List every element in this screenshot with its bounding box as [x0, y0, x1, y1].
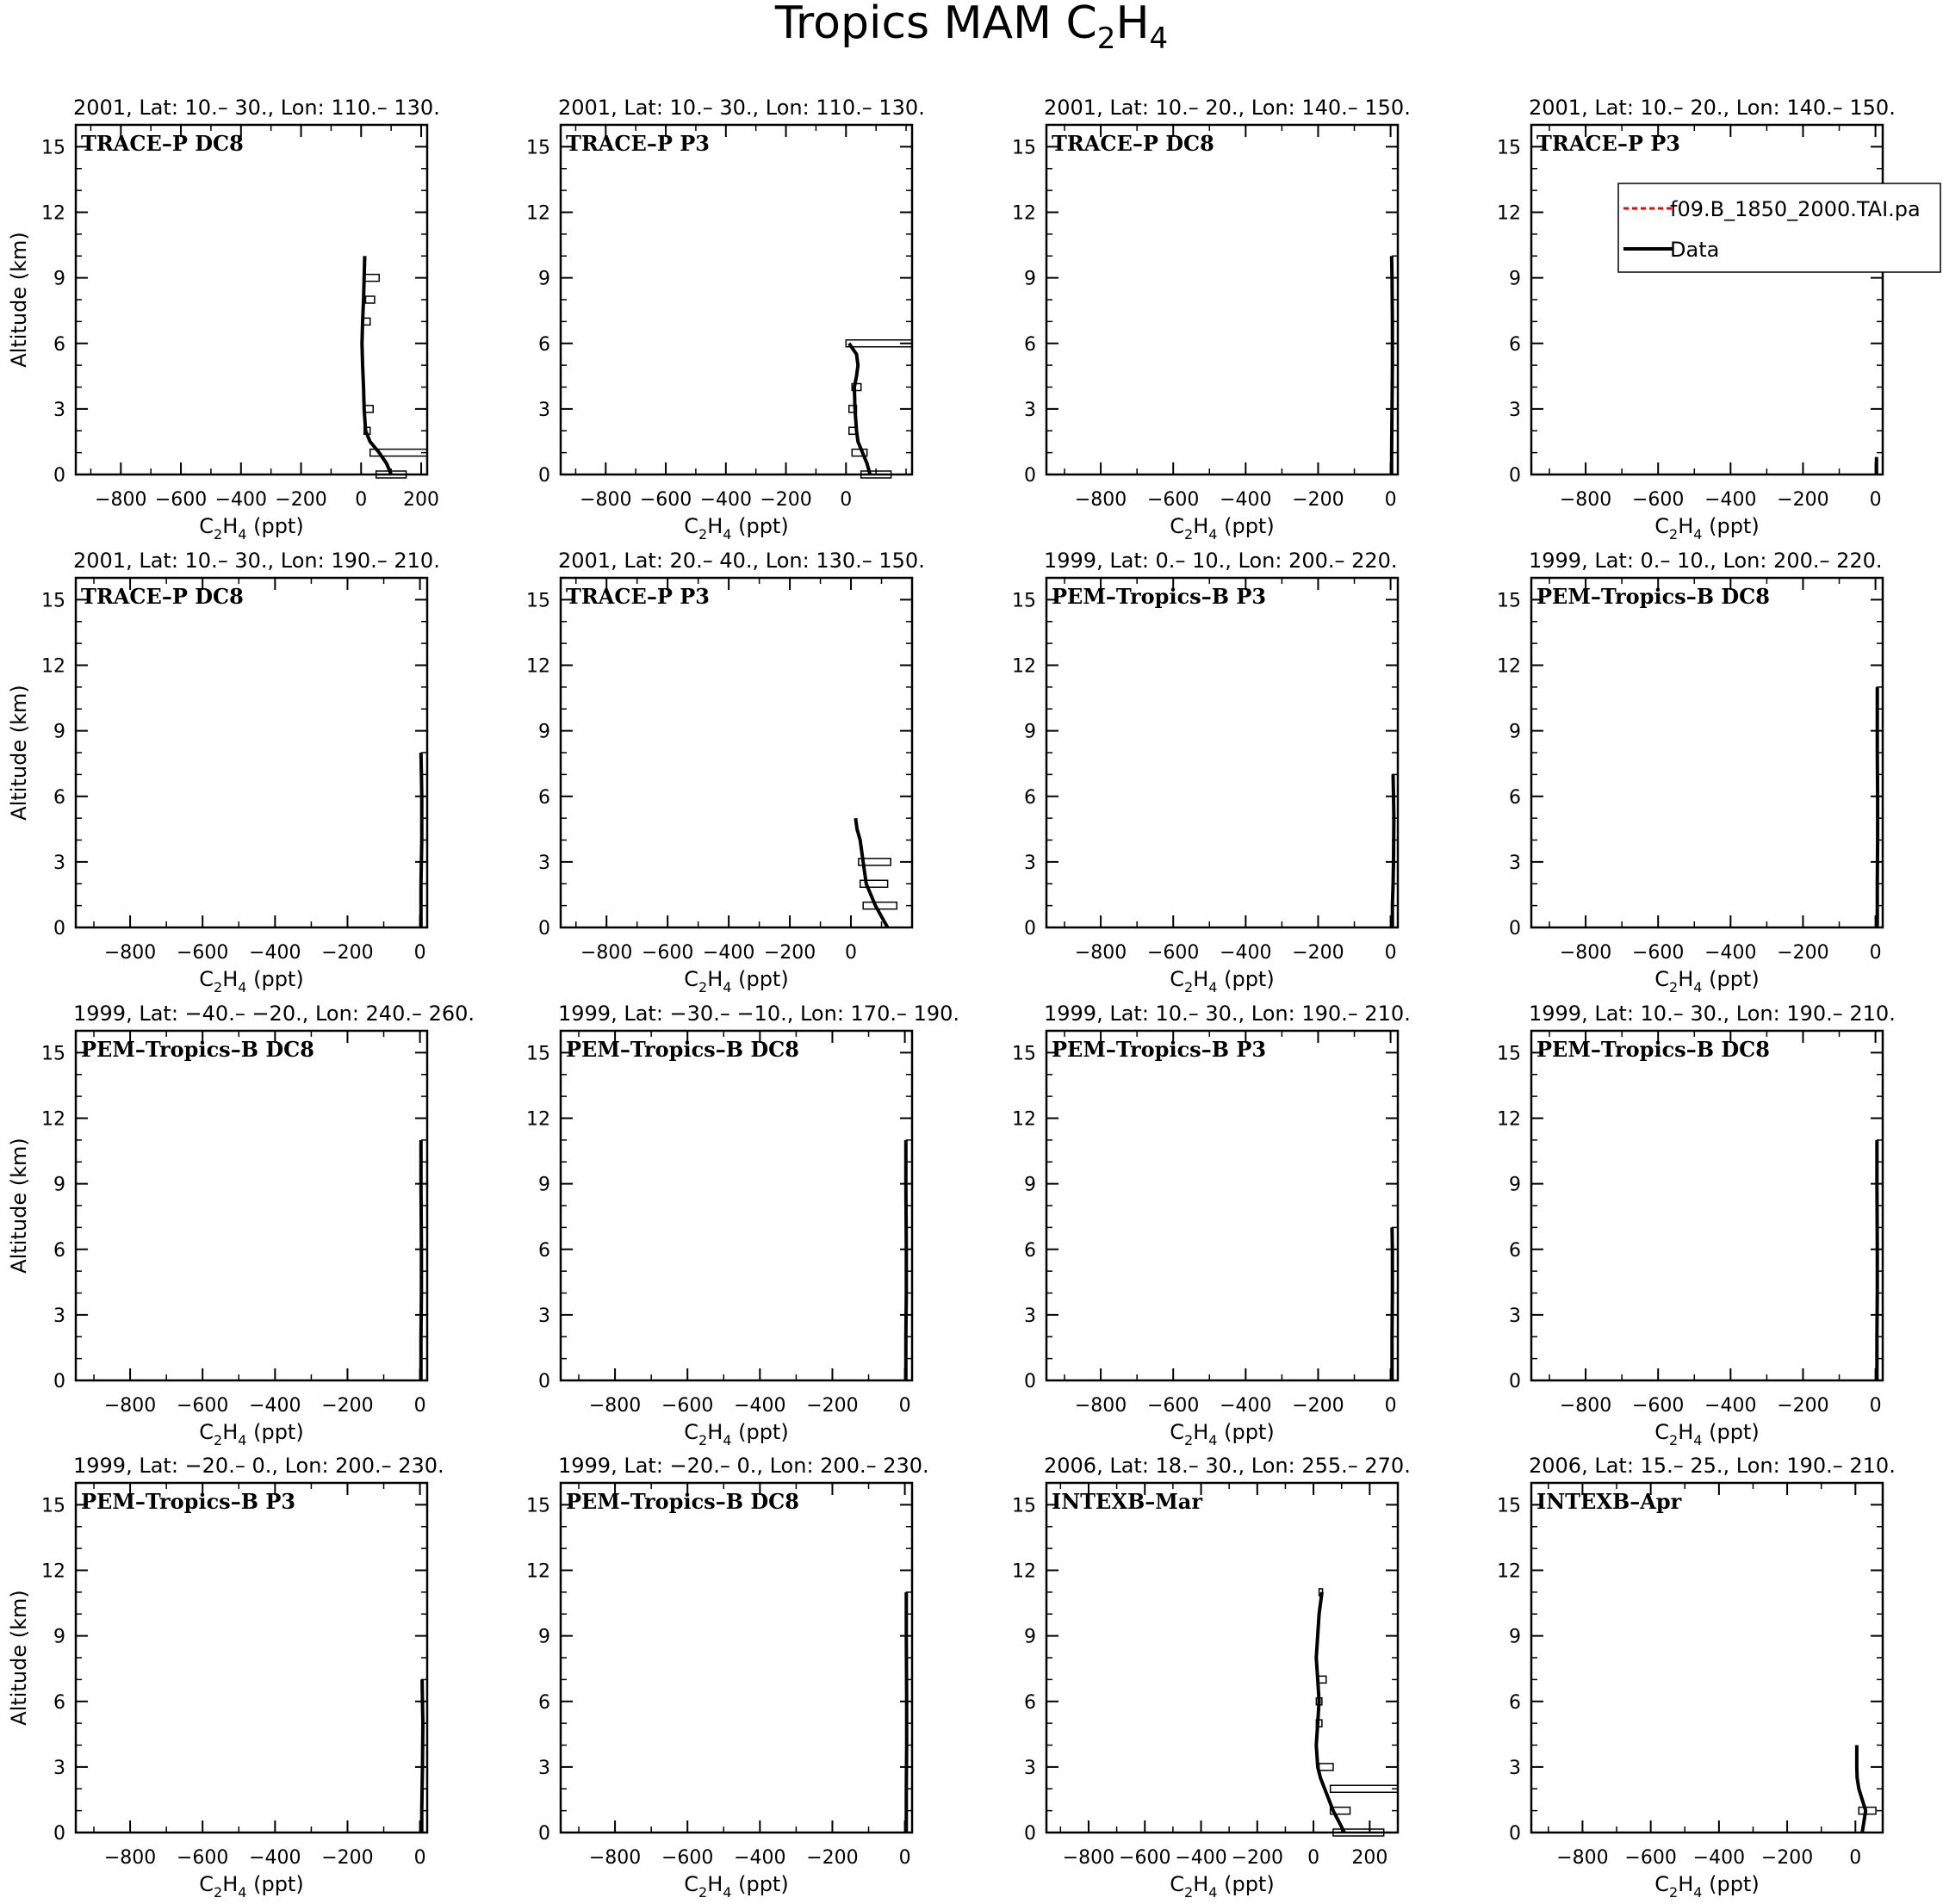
y-tick-label: 9: [1024, 1626, 1036, 1648]
data-series-line: [1316, 1592, 1344, 1833]
y-tick-label: 15: [1012, 1043, 1036, 1065]
plot-frame: [561, 1031, 912, 1380]
y-axis-label: Altitude (km): [7, 232, 31, 368]
x-tick-label: −200: [1777, 1395, 1829, 1417]
x-tick-label: −400: [1704, 489, 1757, 511]
x-tick-label: −600: [1146, 1395, 1200, 1417]
x-tick-label: −800: [580, 942, 633, 964]
x-tick-label: 0: [413, 1847, 426, 1869]
x-tick-label: −800: [1559, 1395, 1612, 1417]
y-tick-label: 9: [538, 721, 550, 743]
y-tick-label: 3: [1509, 1757, 1521, 1779]
y-tick-label: 6: [1509, 1691, 1521, 1714]
x-tick-label: −200: [1760, 1847, 1814, 1869]
y-tick-label: 12: [1012, 1560, 1036, 1583]
y-tick-label: 9: [1509, 1626, 1521, 1648]
x-tick-label: −200: [1292, 942, 1344, 964]
y-tick-label: 15: [1497, 590, 1521, 612]
campaign-label: TRACE–P P3: [566, 584, 710, 609]
y-tick-label: 12: [526, 202, 550, 225]
y-tick-label: 12: [1497, 1108, 1521, 1131]
panel-title: 2006, Lat: 18.– 30., Lon: 255.– 270.: [1044, 1454, 1411, 1478]
x-tick-label: −600: [1631, 1395, 1685, 1417]
panel-12: [1497, 1002, 1896, 1448]
y-tick-label: 3: [53, 1305, 65, 1327]
panel-1: [7, 96, 440, 543]
x-tick-label: 0: [1307, 1847, 1320, 1869]
y-tick-label: 9: [53, 721, 65, 743]
x-tick-label: −400: [1220, 942, 1272, 964]
panel-8: [1497, 549, 1883, 995]
plot-frame: [1046, 125, 1398, 474]
panel-title: 1999, Lat: −30.– −10., Lon: 170.– 190.: [558, 1002, 960, 1026]
panels-grid: [7, 96, 1940, 1901]
data-series-line: [1393, 774, 1394, 927]
campaign-label: PEM–Tropics–B DC8: [566, 1037, 799, 1062]
y-tick-label: 3: [1509, 1305, 1521, 1327]
y-tick-label: 0: [1024, 1371, 1036, 1392]
plot-frame: [561, 578, 912, 927]
plot-frame: [561, 125, 912, 474]
y-tick-label: 6: [538, 1239, 550, 1262]
y-tick-label: 9: [1509, 268, 1521, 290]
y-tick-label: 9: [1024, 1174, 1036, 1196]
x-axis-label: $C_2H_4$ (ppt): [684, 1420, 789, 1448]
range-box: [364, 275, 379, 282]
x-axis-label: $C_2H_4$ (ppt): [1170, 967, 1275, 995]
y-tick-label: 0: [1509, 1371, 1521, 1392]
y-tick-label: 0: [53, 1823, 65, 1845]
x-axis-label: $C_2H_4$ (ppt): [199, 967, 304, 995]
x-tick-label: −200: [321, 1847, 374, 1869]
panel-title: 1999, Lat: −40.– −20., Lon: 240.– 260.: [73, 1002, 475, 1026]
x-tick-label: −200: [1777, 942, 1829, 964]
x-axis-label: $C_2H_4$ (ppt): [684, 1872, 789, 1901]
panel-title: 1999, Lat: 10.– 30., Lon: 190.– 210.: [1044, 1002, 1411, 1026]
y-tick-label: 0: [1024, 1823, 1036, 1845]
y-tick-label: 6: [1024, 333, 1036, 356]
x-tick-label: −800: [580, 489, 632, 511]
panel-title: 1999, Lat: −20.– 0., Lon: 200.– 230.: [558, 1454, 929, 1478]
x-tick-label: −400: [249, 1847, 301, 1869]
x-tick-label: 0: [1384, 489, 1397, 511]
x-tick-label: −200: [1292, 1395, 1344, 1417]
x-axis-label: $C_2H_4$ (ppt): [1654, 514, 1760, 543]
y-tick-label: 15: [526, 1495, 550, 1517]
panel-title: 2006, Lat: 15.– 25., Lon: 190.– 210.: [1529, 1454, 1896, 1478]
plot-frame: [1531, 125, 1883, 474]
x-tick-label: −200: [321, 942, 374, 964]
x-tick-label: −400: [702, 942, 755, 964]
y-tick-label: 3: [538, 852, 550, 874]
y-tick-label: 0: [53, 1371, 65, 1392]
panel-11: [1012, 1002, 1411, 1448]
y-tick-label: 15: [41, 1043, 65, 1065]
y-tick-label: 9: [1024, 268, 1036, 290]
x-tick-label: −400: [734, 1395, 786, 1417]
data-series-line: [362, 256, 391, 474]
x-tick-label: 200: [403, 489, 440, 511]
y-tick-label: 6: [53, 1239, 65, 1262]
y-tick-label: 12: [526, 1560, 550, 1583]
y-tick-label: 15: [526, 137, 550, 159]
x-tick-label: −400: [734, 1847, 786, 1869]
y-tick-label: 6: [1024, 786, 1036, 809]
x-tick-label: −600: [1631, 489, 1685, 511]
panel-title: 2001, Lat: 10.– 30., Lon: 110.– 130.: [558, 96, 925, 120]
y-tick-label: 0: [538, 1823, 550, 1845]
y-tick-label: 6: [53, 1691, 65, 1714]
campaign-label: TRACE–P DC8: [81, 131, 244, 156]
plot-frame: [76, 1483, 427, 1833]
x-axis-label: $C_2H_4$ (ppt): [199, 1872, 304, 1901]
x-tick-label: −600: [176, 1395, 229, 1417]
y-tick-label: 15: [1012, 590, 1036, 612]
x-tick-label: −800: [103, 1847, 157, 1869]
y-tick-label: 12: [41, 655, 65, 678]
x-tick-label: −400: [214, 489, 268, 511]
campaign-label: TRACE–P P3: [566, 131, 710, 156]
panel-title: 1999, Lat: −20.– 0., Lon: 200.– 230.: [73, 1454, 444, 1478]
y-tick-label: 15: [1012, 137, 1036, 159]
panel-7: [1012, 549, 1398, 995]
campaign-label: PEM–Tropics–B DC8: [81, 1037, 314, 1062]
x-tick-label: −600: [1631, 942, 1685, 964]
y-tick-label: 0: [53, 918, 65, 940]
x-tick-label: 0: [840, 489, 853, 511]
campaign-label: TRACE–P DC8: [1052, 131, 1214, 156]
panel-14: [526, 1454, 929, 1901]
x-tick-label: 0: [413, 1395, 426, 1417]
y-tick-label: 3: [53, 1757, 65, 1779]
x-tick-label: −600: [1119, 1847, 1171, 1869]
x-axis-label: $C_2H_4$ (ppt): [199, 1420, 304, 1448]
y-tick-label: 15: [1497, 1495, 1521, 1517]
data-series-line: [855, 818, 887, 927]
campaign-label: INTEXB–Mar: [1052, 1489, 1202, 1514]
y-tick-label: 15: [41, 137, 65, 159]
x-tick-label: −400: [1704, 1395, 1757, 1417]
x-tick-label: 0: [845, 942, 858, 964]
y-tick-label: 9: [538, 1626, 550, 1648]
x-tick-label: −600: [1146, 489, 1200, 511]
y-tick-label: 6: [1509, 1239, 1521, 1262]
y-tick-label: 3: [538, 399, 550, 421]
x-axis-label: $C_2H_4$ (ppt): [1654, 967, 1760, 995]
y-tick-label: 15: [1012, 1495, 1036, 1517]
plot-frame: [76, 578, 427, 927]
y-tick-label: 12: [41, 1108, 65, 1131]
campaign-label: PEM–Tropics–B DC8: [566, 1489, 799, 1514]
x-tick-label: 0: [1384, 942, 1397, 964]
x-tick-label: −400: [1704, 942, 1757, 964]
campaign-label: TRACE–P DC8: [81, 584, 244, 609]
y-axis-label: Altitude (km): [7, 1590, 31, 1726]
y-tick-label: 3: [1024, 1305, 1036, 1327]
x-axis-label: $C_2H_4$ (ppt): [684, 967, 789, 995]
y-tick-label: 6: [538, 1691, 550, 1714]
y-tick-label: 9: [53, 1626, 65, 1648]
x-tick-label: −800: [588, 1847, 642, 1869]
panel-title: 1999, Lat: 0.– 10., Lon: 200.– 220.: [1044, 549, 1398, 573]
plot-frame: [1046, 578, 1398, 927]
y-tick-label: 15: [41, 590, 65, 612]
x-tick-label: −800: [103, 942, 157, 964]
y-tick-label: 9: [1024, 721, 1036, 743]
y-tick-label: 6: [1509, 786, 1521, 809]
y-tick-label: 15: [526, 1043, 550, 1065]
x-axis-label: $C_2H_4$ (ppt): [1170, 1872, 1275, 1901]
x-tick-label: −600: [641, 942, 694, 964]
x-tick-label: −400: [699, 489, 753, 511]
y-tick-label: 15: [1497, 137, 1521, 159]
x-tick-label: −200: [1777, 489, 1829, 511]
x-tick-label: −800: [588, 1395, 642, 1417]
x-tick-label: −800: [1074, 489, 1127, 511]
data-series-line: [421, 1140, 422, 1380]
panel-title: 2001, Lat: 10.– 20., Lon: 140.– 150.: [1529, 96, 1896, 120]
y-tick-label: 12: [1012, 202, 1036, 225]
y-tick-label: 3: [1024, 399, 1036, 421]
plot-frame: [1531, 578, 1883, 927]
y-tick-label: 12: [526, 1108, 550, 1131]
y-tick-label: 6: [53, 786, 65, 809]
y-tick-label: 3: [538, 1757, 550, 1779]
x-tick-label: 0: [1869, 489, 1882, 511]
legend-label: Data: [1670, 238, 1720, 262]
range-box: [1331, 1785, 1398, 1792]
y-axis-label: Altitude (km): [7, 1138, 31, 1274]
range-box: [1319, 1764, 1333, 1771]
panel-3: [1012, 96, 1411, 543]
y-tick-label: 6: [53, 333, 65, 356]
x-tick-label: 0: [898, 1395, 911, 1417]
y-tick-label: 12: [1497, 202, 1521, 225]
x-tick-label: −600: [639, 489, 692, 511]
plot-frame: [1046, 1031, 1398, 1380]
x-tick-label: −200: [806, 1847, 859, 1869]
x-axis-label: $C_2H_4$ (ppt): [1654, 1420, 1760, 1448]
x-tick-label: 0: [1869, 1395, 1882, 1417]
campaign-label: PEM–Tropics–B P3: [1052, 1037, 1267, 1062]
y-tick-label: 15: [1497, 1043, 1521, 1065]
y-tick-label: 12: [41, 1560, 65, 1583]
x-tick-label: 0: [1849, 1847, 1862, 1869]
plot-frame: [1531, 1483, 1883, 1833]
x-tick-label: −800: [1559, 489, 1612, 511]
x-axis-label: $C_2H_4$ (ppt): [199, 514, 304, 543]
plot-frame: [1531, 1031, 1883, 1380]
y-tick-label: 0: [538, 918, 550, 940]
data-series-line: [906, 1140, 907, 1380]
data-series-line: [422, 1679, 423, 1833]
x-tick-label: −800: [95, 489, 147, 511]
x-tick-label: −800: [1074, 1395, 1127, 1417]
x-tick-label: 200: [1351, 1847, 1388, 1869]
figure-title: Tropics MAM $C_2H_4$: [774, 0, 1169, 56]
x-tick-label: −600: [661, 1847, 714, 1869]
x-tick-label: 0: [355, 489, 368, 511]
y-tick-label: 0: [53, 465, 65, 487]
x-axis-label: $C_2H_4$ (ppt): [1170, 1420, 1275, 1448]
x-tick-label: −400: [1220, 489, 1272, 511]
x-axis-label: $C_2H_4$ (ppt): [1170, 514, 1275, 543]
y-tick-label: 3: [1509, 852, 1521, 874]
panel-13: [7, 1454, 444, 1901]
y-tick-label: 6: [538, 786, 550, 809]
y-tick-label: 9: [53, 268, 65, 290]
y-tick-label: 9: [538, 268, 550, 290]
x-axis-label: $C_2H_4$ (ppt): [684, 514, 789, 543]
campaign-label: PEM–Tropics–B P3: [1052, 584, 1267, 609]
y-tick-label: 6: [538, 333, 550, 356]
x-tick-label: −400: [249, 1395, 301, 1417]
x-tick-label: −600: [1624, 1847, 1677, 1869]
x-tick-label: 0: [1384, 1395, 1397, 1417]
plot-frame: [1046, 1483, 1398, 1833]
x-tick-label: −200: [806, 1395, 859, 1417]
y-tick-label: 0: [1509, 1823, 1521, 1845]
panel-title: 2001, Lat: 10.– 20., Lon: 140.– 150.: [1044, 96, 1411, 120]
y-tick-label: 12: [1497, 655, 1521, 678]
panel-title: 2001, Lat: 20.– 40., Lon: 130.– 150.: [558, 549, 925, 573]
x-tick-label: 0: [1869, 942, 1882, 964]
campaign-label: PEM–Tropics–B P3: [81, 1489, 296, 1514]
y-tick-label: 12: [1012, 1108, 1036, 1131]
data-series-line: [1857, 1746, 1865, 1833]
x-tick-label: −200: [760, 489, 812, 511]
y-tick-label: 9: [53, 1174, 65, 1196]
x-axis-label: $C_2H_4$ (ppt): [1654, 1872, 1760, 1901]
campaign-label: INTEXB–Apr: [1536, 1489, 1682, 1514]
y-tick-label: 12: [1012, 655, 1036, 678]
data-series-line: [1392, 256, 1393, 474]
y-tick-label: 15: [41, 1495, 65, 1517]
y-tick-label: 6: [1024, 1691, 1036, 1714]
y-tick-label: 3: [538, 1305, 550, 1327]
y-tick-label: 0: [538, 465, 550, 487]
y-tick-label: 3: [1509, 399, 1521, 421]
y-tick-label: 9: [1509, 1174, 1521, 1196]
y-tick-label: 0: [1509, 465, 1521, 487]
legend-label: f09.B_1850_2000.TAI.pa: [1670, 197, 1921, 221]
panel-10: [526, 1002, 959, 1448]
x-tick-label: −600: [176, 942, 229, 964]
y-tick-label: 3: [53, 852, 65, 874]
y-tick-label: 0: [538, 1371, 550, 1392]
x-tick-label: −600: [176, 1847, 229, 1869]
x-tick-label: −200: [275, 489, 327, 511]
y-tick-label: 3: [1024, 1757, 1036, 1779]
x-tick-label: −800: [1062, 1847, 1115, 1869]
y-tick-label: 9: [538, 1174, 550, 1196]
y-axis-label: Altitude (km): [7, 685, 31, 821]
panel-9: [7, 1002, 475, 1448]
x-tick-label: 0: [898, 1847, 911, 1869]
y-tick-label: 0: [1024, 465, 1036, 487]
x-tick-label: −400: [1175, 1847, 1227, 1869]
campaign-label: PEM–Tropics–B DC8: [1536, 1037, 1770, 1062]
panel-6: [526, 549, 925, 995]
range-box: [366, 296, 375, 303]
panel-4: [1497, 96, 1940, 543]
panel-16: [1497, 1454, 1896, 1901]
y-tick-label: 3: [53, 399, 65, 421]
panel-title: 2001, Lat: 10.– 30., Lon: 190.– 210.: [73, 549, 440, 573]
x-tick-label: 0: [413, 942, 426, 964]
panel-5: [7, 549, 440, 995]
y-tick-label: 9: [1509, 721, 1521, 743]
x-tick-label: −200: [1292, 489, 1344, 511]
panel-title: 1999, Lat: 10.– 30., Lon: 190.– 210.: [1529, 1002, 1896, 1026]
panel-title: 2001, Lat: 10.– 30., Lon: 110.– 130.: [73, 96, 440, 120]
x-tick-label: −800: [1556, 1847, 1609, 1869]
range-box: [863, 902, 897, 909]
x-tick-label: −600: [1146, 942, 1200, 964]
y-tick-label: 0: [1509, 918, 1521, 940]
campaign-label: TRACE–P P3: [1536, 131, 1680, 156]
y-tick-label: 12: [526, 655, 550, 678]
y-tick-label: 0: [1024, 918, 1036, 940]
y-tick-label: 12: [41, 202, 65, 225]
x-tick-label: −600: [661, 1395, 714, 1417]
panel-2: [526, 96, 925, 543]
x-tick-label: −400: [1692, 1847, 1746, 1869]
x-tick-label: −400: [1220, 1395, 1272, 1417]
x-tick-label: −400: [249, 942, 301, 964]
y-tick-label: 12: [1497, 1560, 1521, 1583]
x-tick-label: −200: [321, 1395, 374, 1417]
campaign-label: PEM–Tropics–B DC8: [1536, 584, 1770, 609]
x-tick-label: −800: [1559, 942, 1612, 964]
y-tick-label: 3: [1024, 852, 1036, 874]
panel-title: 1999, Lat: 0.– 10., Lon: 200.– 220.: [1529, 549, 1883, 573]
x-tick-label: −600: [154, 489, 208, 511]
x-tick-label: −800: [103, 1395, 157, 1417]
plot-frame: [76, 1031, 427, 1380]
y-tick-label: 6: [1509, 333, 1521, 356]
y-tick-label: 15: [526, 590, 550, 612]
data-series-line: [421, 753, 422, 927]
x-tick-label: −800: [1074, 942, 1127, 964]
panel-15: [1012, 1454, 1411, 1901]
x-tick-label: −200: [763, 942, 816, 964]
plot-frame: [561, 1483, 912, 1833]
y-tick-label: 6: [1024, 1239, 1036, 1262]
x-tick-label: −200: [1231, 1847, 1284, 1869]
